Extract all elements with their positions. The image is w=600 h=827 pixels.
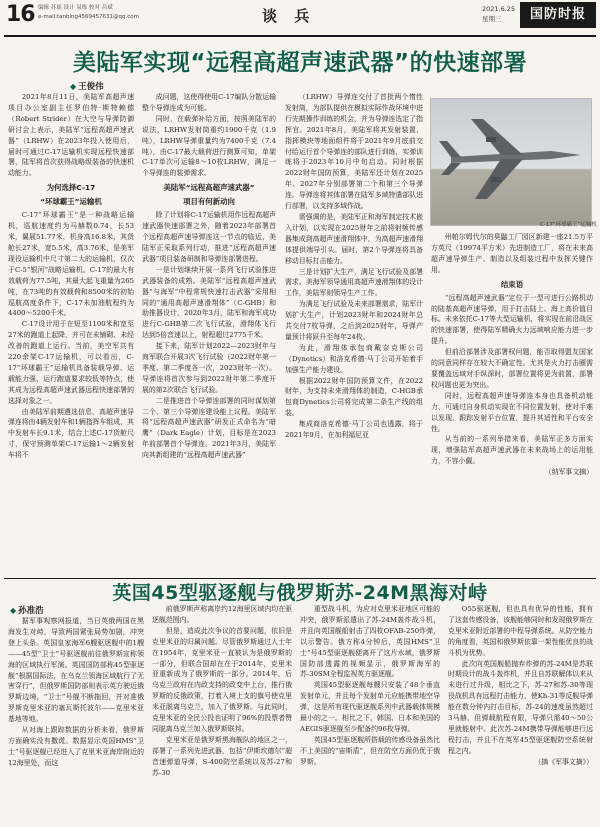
paragraph: 州帕尔姆代尔的臭鼬工厂园区新建一座21.5万平方英尺（19974平方米）先进制造工厂，将在未来高超声速导弹生产、制造以及组装过程中发挥关键作用。 [431,233,593,274]
paragraph: 2021年8月11日，美陆军高超声速项目办公室副主任罗伯特·斯特赖德（Robert Strider）在大空与导弹防御研讨会上表示，美陆军“远程高超声速武器”（LRHW）在2023年投入使用后，届时可通过C-17运输机实现远程快速部署，陆军将首次获得战略级装备的快速机动能力。 [8,93,134,178]
paragraph: 二是推进首个导弹连部署的同时谋划第二个、第三个导弹连建设能上议程。美陆军将“远程高超声速武器”研发正式命名为“暗鹰”（Dark Eagle）计划，目标是在2023年前部署首个导弹连。2021年3月，美陆军向其新组建的“远程高超声速武器” [142,396,276,460]
subheading: 美陆军“远程高超声速武器” [163,183,255,193]
paragraph: O55驱逐舰，但也具有优异的性能，拥有了这套传感设备，该舰能够同时和发现俄罗斯在克里米亚附近部署的中程导弹系统。从防空能力的角度看，英国和俄罗斯依靠一架性能优良的战斗机为优势。 [448,605,593,657]
paragraph: 英国45型驱逐舰每艘只安装了48个垂直发射单元，并且每个发射单元应能携带地空导弹，这是所有现代驱逐舰系列中武器载体规模最小的之一。相比之下，韩国、日本和美国的AEGIS驱逐舰至少配备约96枚导弹。 [300,681,440,733]
paragraph: 从当前的一系列举措来看，美陆军正多方面实现，增强陆军高超声速武器在未来战场上的运用能力，不容小觑。 [431,435,593,466]
paragraph: “远程高超声速武器”定位于一型可进行公路机动的陆基高超声速导弹，用于打击陆上、海上高价值目标。未来依托C-17等大型运输机，将实现在前沿战区的快速部署，使得陆军精确火力远域响应能力进一步提升。 [431,293,593,346]
source-note: （摘《军事文摘》） [534,757,593,766]
paragraph: 需强调的是，美陆军正和海军制定技术嵌入计划，以实现在2025财年之前将射频传感器集成到高超声速滑翔体中，为高超声速滑翔体提供端导引头。届时，第2个导弹连将具备移动目标打击能力。 [285,212,423,265]
paragraph: 同时，在载弹补给方面，按照美陆军的说法，LRHW发射筒重约1900千克（1.9吨），LRHW导弹重量约为7400千克（7.4吨），由C-17最大载荷进行测算可知，单架C-17单次可运输8～10枚LRHW，满足一个导弹连的装弹需求。 [142,114,276,178]
article2-author: 孙准浩 [18,606,44,616]
paragraph: 为满足飞行试验及未来部署需求，陆军计划扩大生产，计划2023财年和2024财年总共交付7枚导弹，之后到2025财年，导弹产量预计将跃升至每年24枚。 [285,300,423,341]
paragraph: 集成商洛克希德·马丁公司也透露，将于2021年9月，在加利福尼亚 [285,420,423,440]
header-rule [4,35,596,37]
paragraph: 但前沿部署涉及部署权问题，能否取得盟友国家的同意同样存在较大不确定性。尤其是火力打击圈需要覆盖远域对手纵深时，部署位置将更为前置，部署权问题也更为突出。 [431,348,593,389]
article1-column-4 [431,232,593,582]
paragraph: C-17设计用于在短至1100米和宽至27米的跑道上起降，并可在未铺砌、未经改善的跑道上运行。当前，美空军共有220余架C-17运输机，可以看出，C-17“环球霸王”运输机具备装载导弹、运载能力强、运行跑道要求较低等特点，使其成为远程高超声速武器远程快速部署的选择对象之一。 [8,320,134,405]
paragraph: 此次向英国舰船抛弃炸弹的苏-24M是苏联时期设计的战斗轰炸机，并且自苏联解体以来从未进行过升级，相比之下，苏-27和苏-30等现役战机具有远程打击能力，使Kh-31等反舰导弹能在数分钟内打击目标，苏-24的速度虽然超过3马赫，但弹载航程有限，导弹只需40～50公里就能射中。此次苏-24M携带导弹能够进行远程打击，并且不在英军45型驱逐舰防空系统射程之内。 [448,659,593,755]
subheading: 为何选择C-17 [46,183,96,193]
subheading: 项目有何新动向 [183,197,235,207]
article1-column-3 [285,92,423,582]
weekday-text: 星期三 [482,15,502,23]
paragraph: 三是计划扩大生产，满足飞行试验及部署需求。美海军领导通用高超声速滑翔体的设计工作，美陆军则领导生产工作。 [285,267,423,298]
paragraph: 一是计划继续开展一系列飞行试验推进武器装备的成熟。美陆军“远程高超声速武器”与海军“中程常规快速打击武器”采用相同的“通用高超声速滑翔体”（C-GHB）和助推器设计，2020年3月，陆军和海军成功进行C-GHB第二次飞行试验，滑翔体飞行达到5倍音速以上，射程超过2775千米。 [142,265,276,340]
subheading: “环球霸王”运输机 [40,197,102,207]
paragraph: 根据2022财年国防预算文件，在2022财年，为支持未来滑翔体的制造，C-HGB承包商Dynetics公司将完成第二条生产线的组装。 [285,376,423,418]
paragraph: 前俄罗斯声称离岸约12海里区域内均在驱逐舰范围内。 [152,605,292,624]
article1-column-2 [142,92,276,582]
paragraph: 为此，滑翔体承包商戴奈克斯公司（Dynetics）和洛克希德·马丁公司开始着手加强生产能力建设。 [285,343,423,374]
subheading: 结束语 [500,279,524,289]
paragraph: 据军事观察网报道，当日英俄两国在黑海发生对峙，导致两国紧张局势加剧，冲突登上头条。英国皇家海军6艘驱逐舰中的1艘——45型“卫士”号驱逐舰前往俄罗斯宣称领海的区域执行军演。英国国防部称45型驱逐舰”根据国际法，在乌克兰领海区域航行了无害穿行”，但俄罗斯国防部则表示英方驶近俄罗斯边境，“卫士”号舰不断拖回，并对准俄罗斯克里米亚的塞瓦斯托波尔——克里米亚基地等地。 [8,617,144,724]
aircraft-illustration [431,99,592,226]
article1-column-1 [8,92,134,582]
editor-info [38,4,139,22]
article1-author: 王俊伟 [78,82,104,92]
paragraph: （LRHW）导弹连交付了首批两个惰性发射筒，为部队提供在模拟实际作战环境中进行先期操作训练的机会，并为导弹连选定了指挥官。2021年8月，美陆军将其发射装置、指挥模块等地面组件将于2021年9月底前交付给运行首个导弹连的部队进行训练，实弹训练将于2023年10月中旬启动。同时根据2022财年国防预算，美陆军还计划在2025年、2027年分别部署第二个和第三个导弹连。导弹连将其体部署在陆军多域特遣部队进行部署，以支持多域作战。 [285,93,423,211]
article2-byline [10,604,44,616]
paragraph: 但是，造成此次争议的首要问题，依旧是克里米亚的归属问题。尽管俄罗斯通过人士年在1954年，克里米亚一直被认为是俄罗斯的一部分，但联合国却在在于2014年，克里米亚重新成为了俄罗斯的一部分。2014年，后乌克兰政府在内政支持的政变中上台，推行俄罗斯的反俄政策，打着入境上支的旗号使克里米亚脱离乌克兰，加入了俄罗斯。与此同时，克里米亚的全民公投也证明了96%的投票者赞同脱离乌克兰加入俄罗斯联邦。 [152,626,292,733]
date-text: 2021.6.25 [482,5,516,13]
section-title: 谈 兵 [262,7,316,25]
article2-column-1 [8,616,144,824]
paragraph: 由美陆军前期遴选信息，高超声速导弹连将由4辆发射车和1辆指挥车组成，其中发射车长9.1米，结合上述C-17货舱尺寸，保守预测单架C-17运输1～2辆发射车将不 [8,407,134,460]
photo-caption: C-17“环球霸王”运输机 [540,222,598,228]
newspaper-logo: 国防时报 [520,2,596,28]
article2-column-3 [300,604,440,824]
source-note: （纳军事文摘） [544,468,593,477]
paragraph: C-17“环球霸王”是一种战略运输机，巡航速度约为马赫数0.74，长53米，翼展51.77米，机身高16.8米，其货舱长27米，宽5.5米，高3.76米，是美军现役运输机中尺寸第二大的运输机，仅次于C-5“银河”战略运输机。C-17的最大有效载荷为77.5吨，其最大起飞重量为265吨，在73吨的有效载荷和8500米的初始巡航高度条件下，C-17未加油航程约为4400～5200千米。 [8,211,134,318]
paragraph: 接下来，陆军计划2022—2023财年与海军联合开展3次飞行试验（2022财年第一季度、第二季度各一次，2023财年一次）。导弹连将首次参与到2022财年第二季度开展的第2次联合飞行试验。 [142,342,276,394]
paragraph: 同时，远程高超声速导弹连本身也具备机动能力，可通过自身机动实现在不同位置发射，使对手难以发现、跟踪发射平台位置，提升其适性和平台安全性。 [431,391,593,433]
article1-byline [70,80,104,92]
paragraph: 克里米亚是俄罗斯黑海舰队的地区之一，部署了一系列先进武器，包括“伊斯坎德尔”超音速弹道导弹，S-400防空系统以及苏-27和苏-30 [152,735,292,777]
article2-column-4 [448,604,593,824]
email-line: e-mail:tanbing4569457631@qq.com [38,14,139,20]
page-header [0,0,600,36]
paragraph: 重型战斗机，为应对克里米亚地区可能的冲突，俄罗斯派遣出了苏-24M轰炸战斗机，并且向英国舰船射击了四枚OFAB-250炸弹，以示警告。俄方称4分钟后，英国HMS“卫士”号45型驱逐舰便离开了这片水域，俄罗斯国防部透露的视频显示，俄罗斯海军的苏-30SM全程监视英方驱逐舰。 [300,605,440,679]
c17-aircraft-photo [430,98,592,226]
byline-marker-icon: ◆ [10,606,17,615]
page-number: 16 [6,2,35,27]
article2-column-2 [152,604,292,824]
paragraph: 成问题，这使得使用C-17编队分散运输整个导弹连成为可能。 [142,93,276,112]
byline-marker-icon: ◆ [70,82,77,91]
article1-headline: 美陆军实现“远程高超声速武器”的快速部署 [72,50,528,76]
issue-date [482,4,515,24]
paragraph: 英国45型驱逐舰所搭载的传感设备虽然比不上美国的“宙斯盾”，但在防空方面仍优于俄罗斯。 [300,735,440,766]
article2-headline: 英国45型驱逐舰与俄罗斯苏-24M黑海对峙 [112,582,488,604]
editor-line: 编辑 苏瑶 设计 易炼 校对 昌斌 [38,5,113,11]
paragraph: 除了计划将C-17运输机用作远程高超声速武器快速部署之外，随着2023年部署首个远程高超声速导弹连这一节点的临近，美陆军正采取系列行动，推进“远程高超声速武器”项目装备研制和导弹连部署进程。 [142,211,276,263]
paragraph: 从对海上跟踪数据的分析来看，俄罗斯方面确实没有撒谎。数据显示英国HMS“卫士”号驱逐舰已经进入了克里米亚海岸附近的12海里处，而这 [8,726,144,767]
